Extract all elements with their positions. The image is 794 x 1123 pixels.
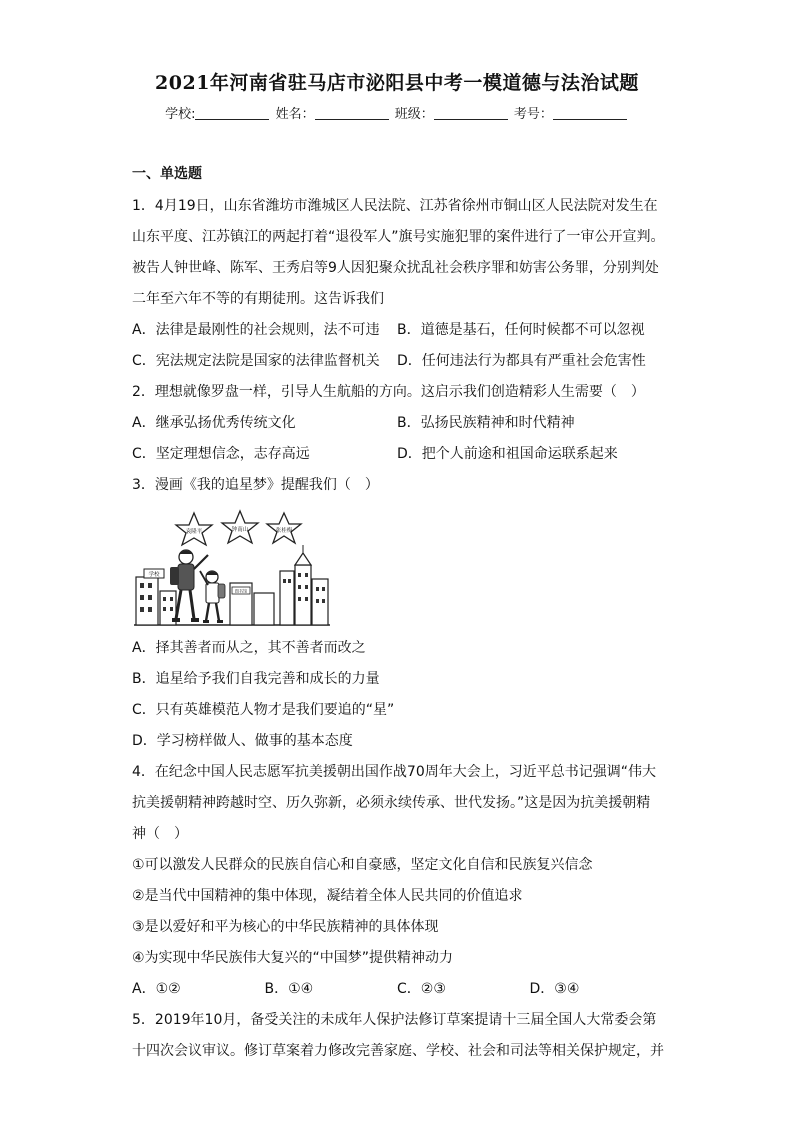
school-label: 学校: — [165, 107, 196, 122]
question-3 — [132, 470, 662, 757]
question-4-statement: ②是当代中国精神的集中体现，凝结着全体人民共同的价值追求 — [132, 888, 523, 904]
question-5-line: 十四次会议审议。修订草案着力修改完善家庭、学校、社会和司法等相关保护规定，并 — [132, 1043, 664, 1059]
class-label: 班级： — [394, 107, 434, 122]
question-4 — [132, 757, 662, 1005]
question-3-option-c[interactable]: C．只有英雄模范人物才是我们要追的“星” — [132, 702, 395, 718]
question-2-option-b[interactable]: B．弘扬民族精神和时代精神 — [397, 415, 575, 431]
star-chasing-cartoon — [132, 507, 332, 631]
question-3-option-a[interactable]: A．择其善者而从之，其不善者而改之 — [132, 640, 366, 656]
question-4-option-a[interactable]: A．①② — [132, 981, 181, 997]
cartoon-label-star-1: 袁隆平 — [185, 529, 203, 535]
cartoon-label-star-2: 钟南山 — [231, 527, 249, 533]
question-5 — [132, 1005, 662, 1067]
question-4-line: 抗美援朝精神跨越时空、历久弥新，必须永续传承、世代发扬。”这是因为抗美援朝精 — [132, 795, 651, 811]
question-1-line: 二年至六年不等的有期徒刑。这告诉我们 — [132, 291, 384, 307]
question-2-option-c[interactable]: C．坚定理想信念，志存高远 — [132, 446, 310, 462]
question-1-option-b[interactable]: B．道德是基石，任何时候都不可以忽视 — [397, 322, 645, 338]
question-1-line: 山东平度、江苏镇江的两起打着“退役军人”旗号实施犯罪的案件进行了一审公开宣判。 — [132, 229, 665, 245]
question-1-line: 1．4月19日，山东省潍坊市潍城区人民法院、江苏省徐州市铜山区人民法院对发生在 — [132, 198, 658, 214]
question-4-statement: ④为实现中华民族伟大复兴的“中国梦”提供精神动力 — [132, 950, 454, 966]
question-4-line: 4．在纪念中国人民志愿军抗美援朝出国作战70周年大会上，习近平总书记强调“伟大 — [132, 764, 656, 780]
question-1-option-c[interactable]: C．宪法规定法院是国家的法律监督机关 — [132, 353, 380, 369]
name-blank[interactable] — [315, 106, 389, 120]
exam-number-blank[interactable] — [553, 106, 627, 120]
cartoon-label-library: 图书馆 — [234, 588, 248, 594]
question-2 — [132, 377, 662, 470]
question-4-statement: ①可以激发人民群众的民族自信心和自豪感，坚定文化自信和民族复兴信念 — [132, 857, 593, 873]
question-4-line: 神（ ） — [132, 826, 188, 842]
question-2-option-d[interactable]: D．把个人前途和祖国命运联系起来 — [397, 446, 618, 462]
name-label: 姓名： — [275, 107, 315, 122]
question-1-option-a[interactable]: A．法律是最刚性的社会规则，法不可违 — [132, 322, 380, 338]
class-blank[interactable] — [434, 106, 508, 120]
question-3-option-b[interactable]: B．追星给予我们自我完善和成长的力量 — [132, 671, 380, 687]
question-4-option-b[interactable]: B．①④ — [264, 981, 314, 997]
question-3-stem: 3．漫画《我的追星梦》提醒我们（ ） — [132, 477, 379, 493]
question-1-option-d[interactable]: D．任何违法行为都具有严重社会危害性 — [397, 353, 646, 369]
question-5-line: 5．2019年10月，备受关注的未成年人保护法修订草案提请十三届全国人大常委会第 — [132, 1012, 657, 1028]
school-blank[interactable] — [195, 106, 269, 120]
question-1-line: 被告人钟世峰、陈军、王秀启等9人因犯聚众扰乱社会秩序罪和妨害公务罪，分别判处 — [132, 260, 659, 276]
question-content — [132, 163, 665, 1067]
section-title: 一、单选题 — [132, 166, 202, 182]
student-info-row — [0, 103, 794, 122]
exam-title: 2021年河南省驻马店市泌阳县中考一模道德与法治试题 — [155, 72, 639, 94]
question-3-option-d[interactable]: D．学习榜样做人、做事的基本态度 — [132, 733, 353, 749]
cartoon-label-star-3: 张桂梅 — [275, 528, 293, 534]
question-4-statement: ③是以爱好和平为核心的中华民族精神的具体体现 — [132, 919, 439, 935]
cartoon-label-school: 学校 — [148, 572, 160, 578]
question-2-stem: 2．理想就像罗盘一样，引导人生航船的方向。这启示我们创造精彩人生需要（ ） — [132, 384, 645, 400]
question-2-option-a[interactable]: A．继承弘扬优秀传统文化 — [132, 415, 296, 431]
question-4-option-d[interactable]: D．③④ — [529, 981, 580, 997]
question-4-option-c[interactable]: C．②③ — [397, 981, 446, 997]
question-1 — [132, 191, 665, 377]
exam-number-label: 考号： — [513, 107, 553, 122]
